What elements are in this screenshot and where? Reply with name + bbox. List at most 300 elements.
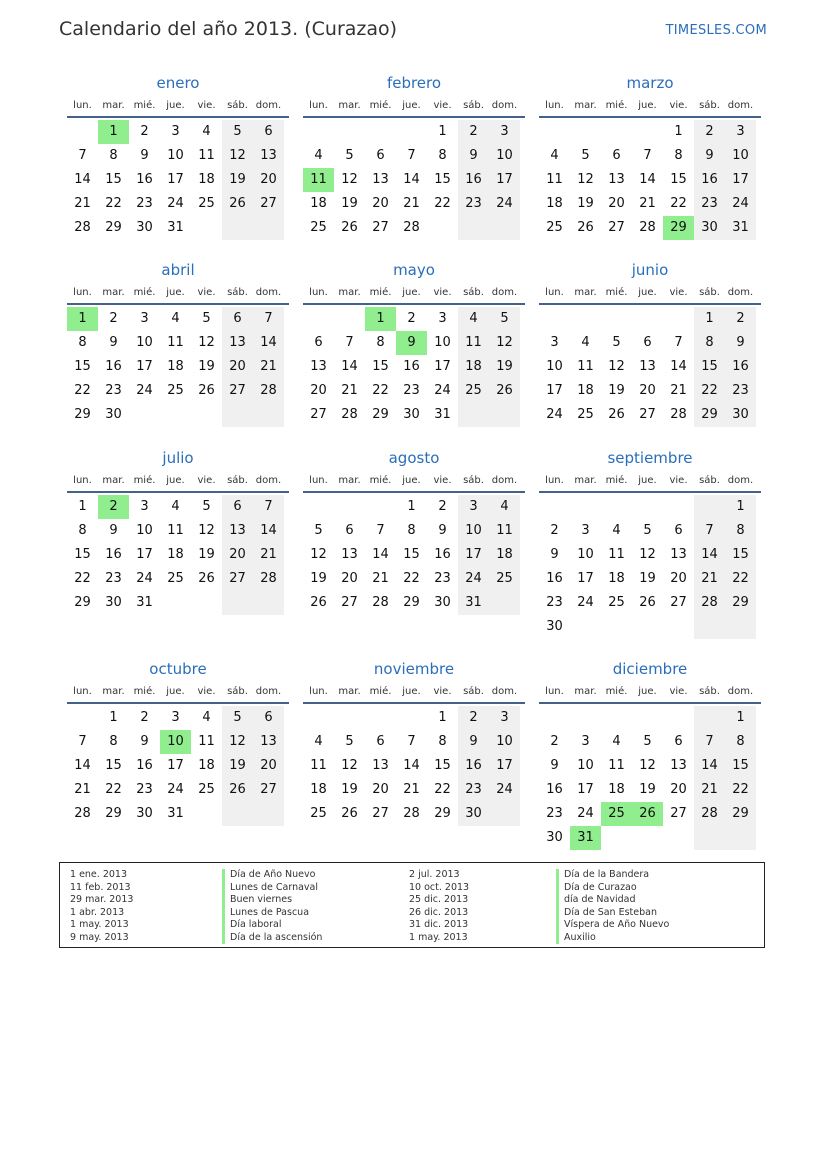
day-cell: 21 [372, 571, 389, 586]
weekday-header [539, 281, 761, 305]
month-febrero [303, 72, 525, 240]
empty-day-cell [67, 120, 98, 144]
day-cell: 3 [140, 311, 149, 326]
day-cell: 2 [694, 120, 725, 144]
day-cell: 14 [694, 543, 725, 567]
day-cell: 22 [434, 782, 451, 797]
weekday-label: vie. [197, 287, 216, 298]
month-noviembre [303, 658, 525, 826]
day-cell: 10 [489, 144, 520, 168]
month-name: febrero [386, 74, 442, 92]
day-cell: 23 [105, 571, 122, 586]
legend-holiday-name: Día de la ascensión [222, 932, 322, 945]
month-julio [67, 447, 289, 615]
day-cell: 31 [725, 216, 756, 240]
day-cell: 15 [725, 754, 756, 778]
month-name: noviembre [373, 660, 455, 678]
day-cell: 30 [403, 407, 420, 422]
day-cell: 25 [198, 782, 215, 797]
brand-link[interactable]: TIMESLES.COM [665, 23, 767, 38]
day-cell: 20 [222, 355, 253, 379]
day-cell: 12 [639, 547, 656, 562]
day-cell: 13 [670, 547, 687, 562]
empty-day-cell [191, 591, 222, 615]
day-cell: 6 [612, 148, 621, 163]
day-cell: 17 [489, 754, 520, 778]
day-cell: 1 [694, 307, 725, 331]
week-row [303, 567, 525, 591]
day-cell: 3 [581, 523, 590, 538]
empty-day-cell [191, 802, 222, 826]
day-cell: 10 [725, 144, 756, 168]
week-row [67, 543, 289, 567]
day-cell: 22 [725, 567, 756, 591]
day-cell: 28 [341, 407, 358, 422]
day-cell: 4 [202, 124, 211, 139]
day-cell: 28 [74, 220, 91, 235]
empty-day-cell [601, 826, 632, 850]
day-cell: 21 [74, 782, 91, 797]
day-cell: 26 [310, 595, 327, 610]
month-name: agosto [388, 449, 440, 467]
day-cell: 22 [725, 778, 756, 802]
holiday-day-cell: 11 [303, 168, 334, 192]
weekday-label: lun. [309, 100, 328, 111]
week-row [303, 307, 525, 331]
month-name: septiembre [607, 449, 693, 467]
weekday-label: jue. [166, 686, 185, 697]
day-cell: 2 [407, 311, 416, 326]
holiday-day-cell: 1 [365, 307, 396, 331]
day-cell: 28 [403, 220, 420, 235]
weekday-label: jue. [166, 287, 185, 298]
empty-day-cell [222, 591, 253, 615]
day-cell: 25 [167, 571, 184, 586]
day-cell: 7 [674, 335, 683, 350]
month-agosto [303, 447, 525, 615]
weekday-header [67, 469, 289, 493]
weekday-label: dom. [255, 287, 282, 298]
day-cell: 16 [725, 355, 756, 379]
weekday-label: lun. [545, 287, 564, 298]
day-cell: 19 [222, 754, 253, 778]
day-cell: 9 [694, 144, 725, 168]
day-cell: 20 [310, 383, 327, 398]
day-cell: 19 [198, 547, 215, 562]
day-cell: 20 [639, 383, 656, 398]
day-cell: 4 [314, 148, 323, 163]
week-row [67, 120, 289, 144]
week-row [303, 778, 525, 802]
day-cell: 3 [458, 495, 489, 519]
day-cell: 26 [639, 595, 656, 610]
empty-day-cell [694, 495, 725, 519]
day-cell: 10 [167, 148, 184, 163]
day-cell: 29 [694, 403, 725, 427]
week-row [539, 730, 761, 754]
week-row [539, 331, 761, 355]
day-cell: 11 [608, 758, 625, 773]
day-cell: 29 [74, 595, 91, 610]
day-cell: 28 [253, 379, 284, 403]
day-cell: 12 [198, 335, 215, 350]
day-cell: 29 [434, 806, 451, 821]
week-row [539, 120, 761, 144]
day-cell: 22 [74, 383, 91, 398]
weekday-label: vie. [669, 287, 688, 298]
day-cell: 15 [694, 355, 725, 379]
day-cell: 15 [372, 359, 389, 374]
day-cell: 4 [581, 335, 590, 350]
day-cell: 18 [458, 355, 489, 379]
weekday-label: mar. [102, 475, 125, 486]
day-cell: 2 [550, 523, 559, 538]
weekday-label: jue. [166, 100, 185, 111]
empty-day-cell [253, 216, 284, 240]
day-cell: 28 [670, 407, 687, 422]
weekday-label: jue. [638, 287, 657, 298]
empty-day-cell [694, 615, 725, 639]
day-cell: 28 [639, 220, 656, 235]
weekday-label: sáb. [463, 475, 484, 486]
month-name: mayo [393, 261, 435, 279]
day-cell: 13 [222, 331, 253, 355]
weekday-label: jue. [166, 475, 185, 486]
weekday-label: sáb. [227, 475, 248, 486]
day-cell: 23 [136, 782, 153, 797]
day-cell: 30 [136, 806, 153, 821]
day-cell: 21 [694, 567, 725, 591]
day-cell: 29 [105, 806, 122, 821]
day-cell: 7 [78, 148, 87, 163]
empty-day-cell [570, 615, 601, 639]
week-row [303, 591, 525, 615]
month-name: marzo [626, 74, 674, 92]
weekday-label: mié. [605, 475, 628, 486]
weekday-label: lun. [73, 475, 92, 486]
weekday-label: sáb. [227, 686, 248, 697]
empty-day-cell [160, 403, 191, 427]
weekday-label: jue. [402, 686, 421, 697]
week-row [539, 192, 761, 216]
empty-day-cell [601, 120, 632, 144]
day-cell: 16 [403, 359, 420, 374]
day-cell: 23 [694, 192, 725, 216]
day-cell: 13 [253, 144, 284, 168]
day-cell: 29 [725, 802, 756, 826]
day-cell: 10 [489, 730, 520, 754]
day-cell: 14 [694, 754, 725, 778]
weekday-label: vie. [669, 686, 688, 697]
day-cell: 30 [105, 407, 122, 422]
day-cell: 29 [725, 591, 756, 615]
day-cell: 14 [341, 359, 358, 374]
weekday-label: dom. [491, 287, 518, 298]
weekday-header [303, 281, 525, 305]
day-cell: 18 [310, 196, 327, 211]
day-cell: 17 [167, 172, 184, 187]
empty-day-cell [601, 615, 632, 639]
empty-day-cell [303, 120, 334, 144]
day-cell: 10 [577, 547, 594, 562]
weekday-label: vie. [669, 100, 688, 111]
week-row [539, 802, 761, 826]
empty-day-cell [632, 615, 663, 639]
weekday-label: dom. [727, 100, 754, 111]
day-cell: 24 [434, 383, 451, 398]
day-cell: 21 [670, 383, 687, 398]
day-cell: 24 [136, 571, 153, 586]
day-cell: 14 [670, 359, 687, 374]
day-cell: 5 [612, 335, 621, 350]
empty-day-cell [539, 120, 570, 144]
weekday-label: mié. [605, 686, 628, 697]
weekday-label: mié. [133, 686, 156, 697]
weekday-header [539, 94, 761, 118]
day-cell: 24 [136, 383, 153, 398]
day-cell: 20 [222, 543, 253, 567]
day-cell: 1 [725, 495, 756, 519]
day-cell: 15 [74, 547, 91, 562]
legend-date: 25 dic. 2013 [409, 894, 469, 905]
day-cell: 20 [372, 782, 389, 797]
day-cell: 16 [546, 571, 563, 586]
day-cell: 31 [136, 595, 153, 610]
holiday-day-cell: 9 [396, 331, 427, 355]
week-row [539, 144, 761, 168]
empty-day-cell [632, 495, 663, 519]
day-cell: 21 [74, 196, 91, 211]
day-cell: 9 [140, 734, 149, 749]
day-cell: 19 [341, 782, 358, 797]
weekday-header [67, 281, 289, 305]
legend-date: 26 dic. 2013 [409, 906, 469, 918]
empty-day-cell [663, 706, 694, 730]
day-cell: 4 [171, 499, 180, 514]
week-row [303, 519, 525, 543]
weekday-label: sáb. [227, 100, 248, 111]
day-cell: 15 [725, 543, 756, 567]
day-cell: 23 [105, 383, 122, 398]
weekday-label: lun. [73, 686, 92, 697]
day-cell: 26 [198, 571, 215, 586]
empty-day-cell [694, 826, 725, 850]
day-cell: 16 [105, 547, 122, 562]
day-cell: 31 [434, 407, 451, 422]
week-row [539, 543, 761, 567]
month-enero [67, 72, 289, 240]
empty-day-cell [191, 216, 222, 240]
day-cell: 10 [546, 359, 563, 374]
day-cell: 25 [310, 220, 327, 235]
weekday-label: lun. [545, 100, 564, 111]
weekday-label: mié. [605, 287, 628, 298]
day-cell: 4 [489, 495, 520, 519]
empty-day-cell [334, 495, 365, 519]
day-cell: 28 [372, 595, 389, 610]
week-row [539, 495, 761, 519]
day-cell: 26 [222, 778, 253, 802]
month-mayo [303, 259, 525, 427]
legend-names-right [556, 869, 669, 944]
day-cell: 8 [725, 730, 756, 754]
day-cell: 5 [643, 523, 652, 538]
week-row [539, 826, 761, 850]
empty-day-cell [632, 120, 663, 144]
weekday-label: mar. [338, 100, 361, 111]
day-cell: 24 [458, 567, 489, 591]
legend-holiday-name: Día laboral [222, 919, 322, 932]
week-row [67, 403, 289, 427]
day-cell: 18 [577, 383, 594, 398]
day-cell: 24 [546, 407, 563, 422]
day-cell: 14 [403, 172, 420, 187]
day-cell: 2 [725, 307, 756, 331]
day-cell: 27 [222, 567, 253, 591]
day-cell: 23 [458, 192, 489, 216]
day-cell: 7 [78, 734, 87, 749]
weekday-label: mar. [338, 287, 361, 298]
day-cell: 8 [438, 734, 447, 749]
day-cell: 5 [345, 734, 354, 749]
day-cell: 11 [167, 335, 184, 350]
day-cell: 15 [434, 758, 451, 773]
weekday-label: dom. [727, 287, 754, 298]
day-cell: 3 [581, 734, 590, 749]
holiday-day-cell: 2 [98, 495, 129, 519]
week-row [303, 379, 525, 403]
day-cell: 6 [314, 335, 323, 350]
day-cell: 28 [253, 567, 284, 591]
day-cell: 25 [167, 383, 184, 398]
day-cell: 7 [253, 307, 284, 331]
day-cell: 23 [546, 595, 563, 610]
weekday-label: vie. [197, 686, 216, 697]
weekday-label: mar. [338, 475, 361, 486]
day-cell: 6 [376, 148, 385, 163]
day-cell: 16 [136, 758, 153, 773]
day-cell: 16 [694, 168, 725, 192]
week-row [303, 355, 525, 379]
day-cell: 1 [438, 124, 447, 139]
week-row [303, 331, 525, 355]
legend-names-left [222, 869, 322, 944]
empty-day-cell [663, 826, 694, 850]
day-cell: 18 [310, 782, 327, 797]
day-cell: 11 [310, 758, 327, 773]
day-cell: 4 [202, 710, 211, 725]
day-cell: 24 [725, 192, 756, 216]
day-cell: 5 [222, 706, 253, 730]
day-cell: 27 [310, 407, 327, 422]
week-row [67, 802, 289, 826]
day-cell: 14 [403, 758, 420, 773]
day-cell: 11 [458, 331, 489, 355]
legend-date: 1 abr. 2013 [70, 906, 125, 918]
day-cell: 16 [458, 168, 489, 192]
weekday-label: mié. [605, 100, 628, 111]
day-cell: 6 [643, 335, 652, 350]
day-cell: 13 [372, 172, 389, 187]
month-junio [539, 259, 761, 427]
day-cell: 10 [577, 758, 594, 773]
weekday-label: dom. [255, 100, 282, 111]
day-cell: 29 [372, 407, 389, 422]
day-cell: 11 [608, 547, 625, 562]
weekday-label: mié. [133, 475, 156, 486]
day-cell: 30 [694, 216, 725, 240]
week-row [303, 495, 525, 519]
week-row [303, 144, 525, 168]
day-cell: 4 [171, 311, 180, 326]
weekday-label: lun. [73, 287, 92, 298]
weekday-label: dom. [491, 686, 518, 697]
day-cell: 7 [253, 495, 284, 519]
weekday-label: mar. [574, 475, 597, 486]
empty-day-cell [334, 706, 365, 730]
day-cell: 3 [171, 710, 180, 725]
empty-day-cell [458, 403, 489, 427]
legend-holiday-name: Víspera de Año Nuevo [556, 919, 669, 932]
day-cell: 10 [136, 523, 153, 538]
day-cell: 16 [546, 782, 563, 797]
day-cell: 7 [345, 335, 354, 350]
day-cell: 26 [198, 383, 215, 398]
day-cell: 17 [577, 782, 594, 797]
weekday-label: jue. [638, 100, 657, 111]
day-cell: 22 [434, 196, 451, 211]
month-name: julio [162, 449, 194, 467]
day-cell: 19 [577, 196, 594, 211]
day-cell: 3 [438, 311, 447, 326]
day-cell: 12 [341, 758, 358, 773]
weekday-label: mar. [574, 686, 597, 697]
weekday-label: lun. [545, 475, 564, 486]
week-row [67, 495, 289, 519]
week-row [539, 519, 761, 543]
day-cell: 20 [670, 782, 687, 797]
day-cell: 5 [489, 307, 520, 331]
day-cell: 9 [140, 148, 149, 163]
day-cell: 16 [434, 547, 451, 562]
empty-day-cell [489, 802, 520, 826]
day-cell: 4 [612, 734, 621, 749]
holiday-legend [59, 862, 765, 948]
day-cell: 12 [639, 758, 656, 773]
day-cell: 22 [694, 379, 725, 403]
day-cell: 15 [105, 172, 122, 187]
empty-day-cell [570, 706, 601, 730]
day-cell: 9 [109, 335, 118, 350]
day-cell: 24 [167, 782, 184, 797]
day-cell: 27 [222, 379, 253, 403]
empty-day-cell [663, 615, 694, 639]
day-cell: 15 [670, 172, 687, 187]
day-cell: 23 [434, 571, 451, 586]
day-cell: 9 [725, 331, 756, 355]
day-cell: 18 [608, 782, 625, 797]
weekday-label: jue. [402, 475, 421, 486]
month-octubre [67, 658, 289, 826]
day-cell: 24 [577, 595, 594, 610]
weekday-label: sáb. [463, 100, 484, 111]
day-cell: 23 [725, 379, 756, 403]
day-cell: 1 [725, 706, 756, 730]
legend-dates-left [70, 869, 133, 944]
day-cell: 27 [639, 407, 656, 422]
empty-day-cell [632, 307, 663, 331]
month-name: octubre [149, 660, 207, 678]
